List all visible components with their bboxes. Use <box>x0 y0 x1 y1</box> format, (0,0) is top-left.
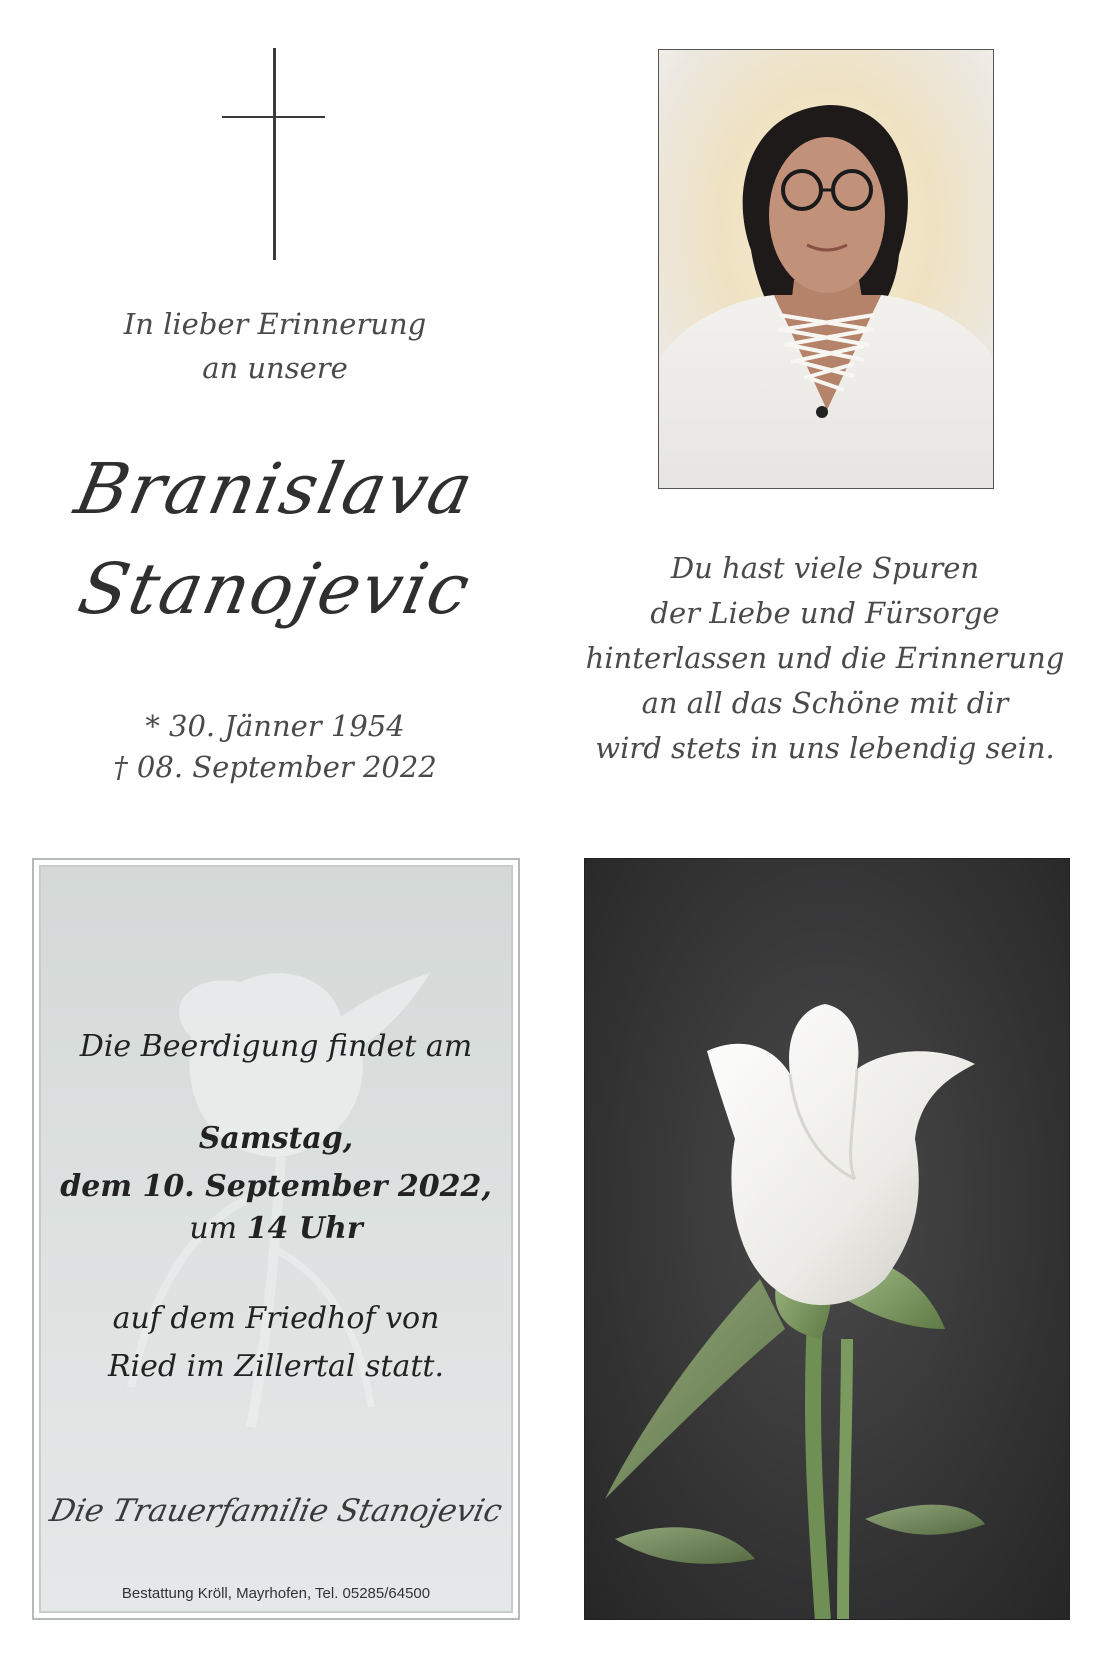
cross-icon-vertical <box>273 48 276 260</box>
quote-line: der Liebe und Fürsorge <box>650 596 1000 630</box>
white-rose-photo <box>584 858 1070 1620</box>
deceased-last-name: Stanojevic <box>71 548 479 630</box>
deceased-first-name: Branislava <box>68 448 482 530</box>
funeral-day: Samstag, <box>198 1121 354 1156</box>
funeral-info-panel <box>32 858 520 1620</box>
funeral-info-inner <box>39 865 513 1613</box>
portrait-illustration <box>659 50 994 489</box>
intro-line-1: In lieber Erinnerung <box>123 307 427 341</box>
quote-line: hinterlassen und die Erinnerung <box>585 641 1065 675</box>
birth-date: * 30. Jänner 1954 <box>145 709 405 743</box>
white-rose-illustration <box>585 859 1070 1620</box>
funeral-place-line-2: Ried im Zillertal statt. <box>107 1349 445 1384</box>
quote-line: wird stets in uns lebendig sein. <box>595 731 1055 765</box>
funeral-place <box>41 1295 511 1391</box>
funeral-place-line-1: auf dem Friedhof von <box>112 1301 440 1336</box>
funeral-time-prefix: um <box>189 1211 238 1246</box>
intro-text <box>40 302 510 390</box>
death-date: † 08. September 2022 <box>113 750 437 784</box>
life-dates <box>40 706 510 788</box>
funeral-date: dem 10. September 2022, <box>60 1169 492 1204</box>
family-signature: Die Trauerfamilie Stanojevic <box>46 1493 506 1529</box>
funeral-time <box>41 1211 511 1246</box>
intro-line-2: an unsere <box>202 351 348 385</box>
cross-icon-horizontal <box>222 116 325 118</box>
funeral-time-value: 14 Uhr <box>246 1211 363 1246</box>
funeral-home-imprint: Bestattung Kröll, Mayrhofen, Tel. 05285/64500 <box>121 1585 431 1602</box>
portrait-photo <box>658 49 994 489</box>
funeral-date-block <box>41 1115 511 1211</box>
quote-line: an all das Schöne mit dir <box>641 686 1009 720</box>
memorial-quote <box>580 546 1070 771</box>
funeral-announce: Die Beerdigung findet am <box>79 1029 473 1064</box>
quote-line: Du hast viele Spuren <box>670 551 980 585</box>
